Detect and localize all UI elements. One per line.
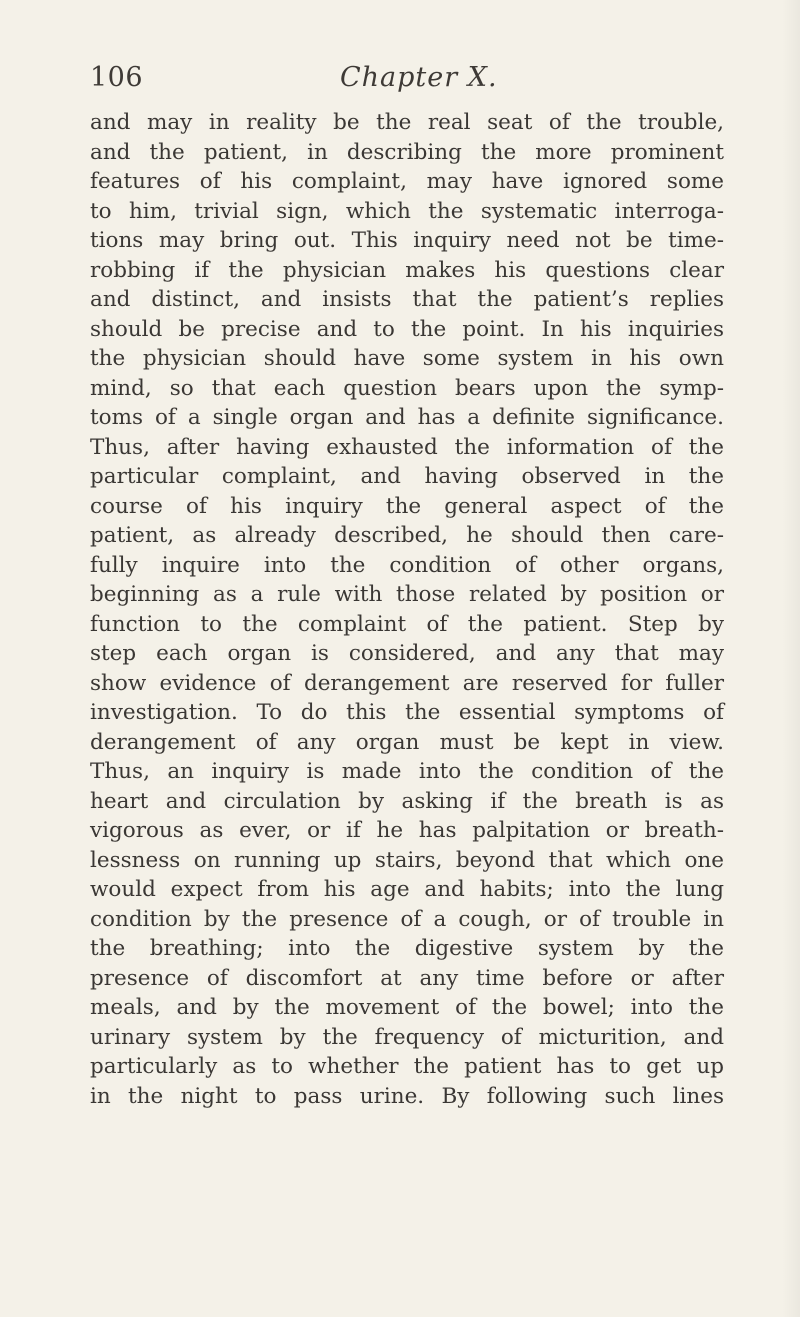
text-line: the physician should have some system in his own: [90, 346, 724, 371]
text-line: robbing if the physician makes his questions clear: [90, 257, 724, 283]
text-line: step each organ is considered, and any that may: [90, 641, 724, 666]
text-line: function to the complaint of the patient. Step by: [90, 611, 724, 637]
text-line: Thus, an inquiry is made into the condition of the: [90, 759, 724, 784]
text-line: presence of discomfort at any time before or after: [90, 965, 724, 991]
text-line: toms of a single organ and has a definite significance.: [90, 405, 724, 430]
page-edge-shadow: [782, 0, 800, 1317]
text-line: patient, as already described, he should then care-: [90, 523, 724, 548]
chapter-title: Chapter X.: [340, 62, 498, 93]
text-line: the breathing; into the digestive system by the: [90, 936, 724, 961]
text-line: to him, trivial sign, which the systematic interroga-: [90, 198, 724, 224]
text-line: lessness on running up stairs, beyond that which one: [90, 847, 724, 873]
text-line: features of his complaint, may have ignored some: [90, 169, 724, 194]
text-line: would expect from his age and habits; into the lung: [90, 877, 724, 902]
text-line: vigorous as ever, or if he has palpitation or breath-: [90, 818, 724, 843]
text-line: tions may bring out. This inquiry need not be time-: [90, 228, 724, 253]
text-line: and may in reality be the real seat of the trouble,: [90, 110, 724, 135]
text-line: heart and circulation by asking if the breath is as: [90, 788, 724, 814]
text-line: mind, so that each question bears upon the symp-: [90, 375, 724, 401]
text-line: and the patient, in describing the more prominent: [90, 139, 724, 165]
page-number: 106: [90, 62, 144, 93]
text-line: derangement of any organ must be kept in view.: [90, 729, 724, 755]
text-line: show evidence of derangement are reserved for fuller: [90, 670, 724, 696]
text-line: meals, and by the movement of the bowel; into the: [90, 995, 724, 1020]
text-line: particularly as to whether the patient has to get up: [90, 1054, 724, 1079]
text-line: Thus, after having exhausted the information of the: [90, 434, 724, 460]
text-line: fully inquire into the condition of other organs,: [90, 552, 724, 578]
text-line: urinary system by the frequency of micturition, and: [90, 1024, 724, 1050]
body-paragraph: [90, 108, 724, 1111]
text-line: condition by the presence of a cough, or of trouble in: [90, 906, 724, 932]
text-line: should be precise and to the point. In his inquiries: [90, 316, 724, 342]
running-header: [90, 62, 690, 102]
text-line: investigation. To do this the essential symptoms of: [90, 700, 724, 725]
text-line: beginning as a rule with those related by position or: [90, 582, 724, 607]
text-line: course of his inquiry the general aspect of the: [90, 493, 724, 519]
text-line: particular complaint, and having observed in the: [90, 464, 724, 489]
text-line: and distinct, and insists that the patient’s replies: [90, 287, 724, 312]
text-line: in the night to pass urine. By following such lines: [90, 1083, 724, 1109]
